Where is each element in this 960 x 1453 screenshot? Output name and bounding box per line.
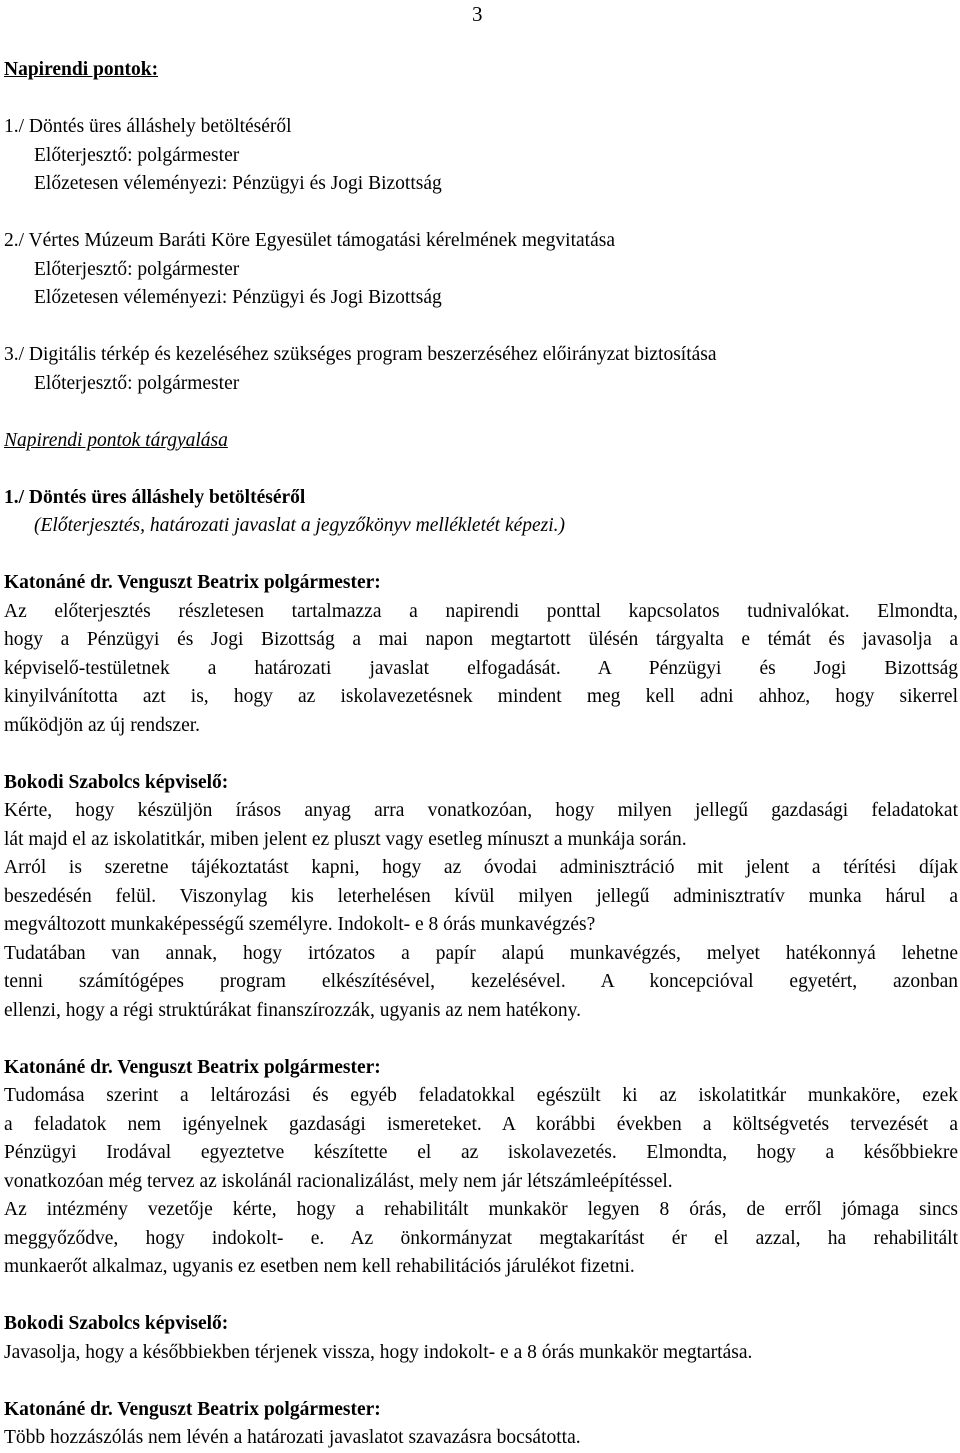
- agenda-item: [4, 341, 958, 398]
- speech-line: kinyilvánította azt is, hogy az iskolavezetésnek mindent meg kell adni ahhoz, hogy sikerrel: [4, 686, 958, 707]
- agenda-item-title: 3./ Digitális térkép és kezeléséhez szükséges program beszerzéséhez előirányzat biztosítása: [4, 344, 717, 365]
- speech-line: Tudomása szerint a leltározási és egyéb feladatokkal egészült ki az iskolatitkár munkaköre, ezek: [4, 1085, 958, 1106]
- discussion-heading: Napirendi pontok tárgyalása: [4, 429, 228, 451]
- speech-line: ellenzi, hogy a régi struktúrákat finanszírozzák, ugyanis az nem hatékony.: [4, 999, 582, 1021]
- document-body: [4, 56, 958, 1453]
- speech-line: a feladatok nem igényelnek gazdasági ismereteket. A korábbi években a költségvetés tervezését a: [4, 1113, 958, 1135]
- speech-line: Tudatában van annak, hogy irtózatos a papír alapú munkavégzés, melyet hatékonnyá lehetne: [4, 942, 958, 964]
- page-number: 3: [472, 2, 483, 26]
- speech: [4, 1054, 958, 1282]
- speech-line: Az intézmény vezetője kérte, hogy a rehabilitált munkakör legyen 8 órás, de erről jómaga sincs: [4, 1199, 958, 1220]
- speech-line: hogy a Pénzügyi és Jogi Bizottság a mai napon megtartott ülésén tárgyalta e témát és javasolja a: [4, 629, 958, 650]
- agenda-heading: Napirendi pontok:: [4, 59, 159, 80]
- speaker-name: Bokodi Szabolcs képviselő:: [4, 771, 229, 793]
- speech-line: meggyőződve, hogy indokolt- e. Az önkormányzat megtakarítást ér el azzal, ha rehabilitált: [4, 1227, 958, 1249]
- agenda-item-line: Előzetesen véleményezi: Pénzügyi és Jogi Bizottság: [34, 287, 442, 308]
- discussion-item-note: (Előterjesztés, határozati javaslat a jegyzőkönyv mellékletét képezi.): [34, 515, 566, 536]
- speech-line: Javasolja, hogy a későbbiekben térjenek vissza, hogy indokolt- e a 8 órás munkakör megtartása.: [4, 1341, 753, 1363]
- speech-line: beszedésén felül. Viszonylag kis leterhelésen kívül milyen jellegű adminisztratív munka hárul a: [4, 885, 958, 907]
- agenda-item: [4, 113, 958, 199]
- speech: [4, 569, 958, 740]
- agenda-item-line: Előterjesztő: polgármester: [34, 258, 240, 280]
- speech-line: tenni számítógépes program elkészítésével, kezelésével. A koncepcióval egyetért, azonban: [4, 971, 958, 992]
- speaker-name: Bokodi Szabolcs képviselő:: [4, 1313, 229, 1334]
- speaker-name: Katonáné dr. Venguszt Beatrix polgármester:: [4, 572, 381, 593]
- speech-line: Több hozzászólás nem lévén a határozati javaslatot szavazásra bocsátotta.: [4, 1427, 581, 1448]
- speech: [4, 769, 958, 1026]
- speech-line: működjön az új rendszer.: [4, 714, 201, 736]
- speech-line: vonatkozóan még tervez az iskolánál racionalizálást, mely nem jár létszámleépítéssel.: [4, 1170, 673, 1192]
- speech-line: képviselő-testületnek a határozati javaslat elfogadását. A Pénzügyi és Jogi Bizottság: [4, 657, 958, 679]
- speech: [4, 1310, 958, 1367]
- speech: [4, 1396, 958, 1453]
- speech-line: Az előterjesztés részletesen tartalmazza a napirendi ponttal kapcsolatos tudnivalókat. Elmondta,: [4, 600, 958, 622]
- speech-line: munkaerőt alkalmaz, ugyanis ez esetben nem kell rehabilitációs járulékot fizetni.: [4, 1256, 635, 1277]
- speech-line: Pénzügyi Irodával egyeztetve készítette el az iskolavezetés. Elmondta, hogy a későbbiekre: [4, 1142, 958, 1163]
- agenda-item-title: 1./ Döntés üres álláshely betöltéséről: [4, 116, 292, 137]
- speech-line: megváltozott munkaképességű személyre. Indokolt- e 8 órás munkavégzés?: [4, 914, 596, 935]
- agenda-item-title: 2./ Vértes Múzeum Baráti Köre Egyesület támogatási kérelmének megvitatása: [4, 230, 615, 251]
- discussion-item: [4, 484, 958, 541]
- agenda-item-line: Előterjesztő: polgármester: [34, 144, 240, 166]
- discussion-item-title: 1./ Döntés üres álláshely betöltéséről: [4, 486, 306, 508]
- speech-line: Arról is szeretne tájékoztatást kapni, hogy az óvodai adminisztráció mit jelent a térítési díjak: [4, 857, 958, 878]
- speech-line: lát majd el az iskolatitkár, miben jelent ez pluszt vagy esetleg mínuszt a munkája során.: [4, 828, 687, 850]
- speaker-name: Katonáné dr. Venguszt Beatrix polgármester:: [4, 1398, 381, 1420]
- speech-line: Kérte, hogy készüljön írásos anyag arra vonatkozóan, hogy milyen jellegű gazdasági feladatokat: [4, 800, 958, 821]
- agenda-item: [4, 227, 958, 313]
- agenda-item-line: Előterjesztő: polgármester: [34, 372, 240, 394]
- agenda-item-line: Előzetesen véleményezi: Pénzügyi és Jogi Bizottság: [34, 173, 442, 194]
- speaker-name: Katonáné dr. Venguszt Beatrix polgármester:: [4, 1056, 381, 1078]
